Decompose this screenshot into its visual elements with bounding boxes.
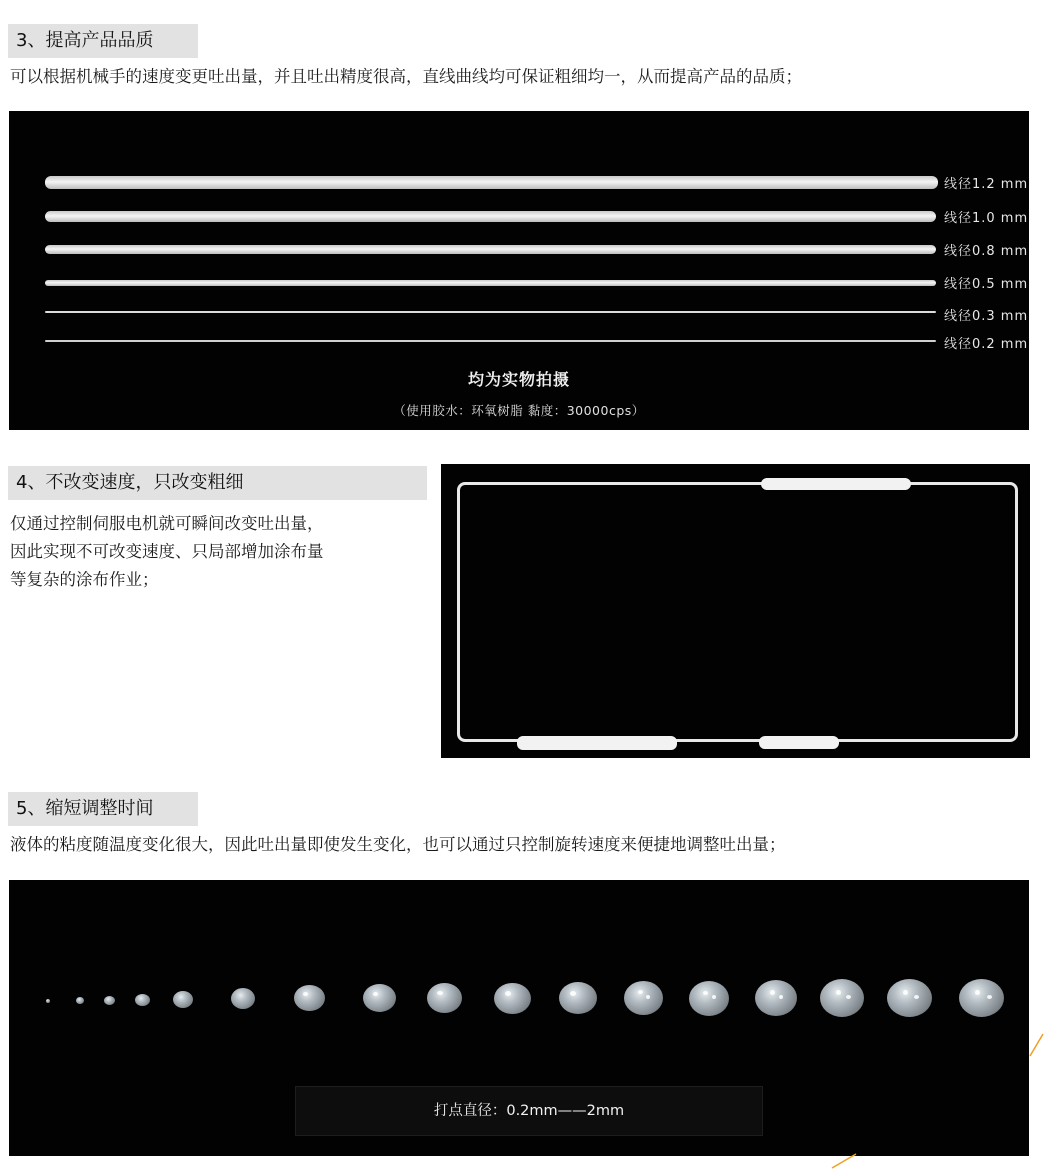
photo-caption: 均为实物拍摄 xyxy=(467,370,570,389)
line-0-8mm xyxy=(45,245,936,254)
dispensed-dot xyxy=(959,979,1004,1017)
line-0-3mm xyxy=(45,311,936,313)
dispensed-bead-frame xyxy=(457,482,1018,742)
line-0-2mm xyxy=(45,340,936,342)
line-label: 线径0.8 mm xyxy=(944,244,1029,259)
dot-diameter-caption: 打点直径：0.2mm——2mm xyxy=(433,1103,625,1119)
section-5-description: 液体的粘度随温度变化很大，因此吐出量即使发生变化，也可以通过只控制旋转速度来便捷地调整吐出量； xyxy=(10,835,786,854)
dispensed-dot xyxy=(820,979,864,1017)
line-label: 线径0.5 mm xyxy=(944,277,1029,292)
line-1-2mm xyxy=(45,176,938,189)
dispensed-dot xyxy=(689,981,729,1016)
dispensed-dot xyxy=(363,984,396,1012)
dispensed-dot xyxy=(135,994,150,1006)
line-label: 线径1.0 mm xyxy=(944,211,1029,226)
dot-size-photo xyxy=(9,880,1029,1156)
dispensed-dot xyxy=(231,988,255,1009)
line-diameter-photo xyxy=(9,111,1029,430)
section-4-description xyxy=(10,510,430,594)
dispensed-dot xyxy=(427,983,462,1013)
description-line: 等复杂的涂布作业； xyxy=(10,570,159,589)
section-3-heading: 3、提高产品品质 xyxy=(8,24,198,58)
thick-bead-segment xyxy=(759,736,839,749)
accent-stroke xyxy=(1028,1030,1044,1060)
description-line: 因此实现不可改变速度、只局部增加涂布量 xyxy=(10,542,324,561)
description-line: 仅通过控制伺服电机就可瞬间改变吐出量， xyxy=(10,514,324,533)
variable-thickness-photo xyxy=(441,464,1030,758)
dispensed-dot xyxy=(294,985,325,1011)
dispensed-dot xyxy=(494,983,531,1014)
dispensed-dot xyxy=(887,979,932,1017)
line-label: 线径0.2 mm xyxy=(944,337,1029,352)
dispensed-dot xyxy=(755,980,797,1016)
section-4-heading: 4、不改变速度，只改变粗细 xyxy=(8,466,427,500)
section-5-heading: 5、缩短调整时间 xyxy=(8,792,198,826)
dispensed-dot xyxy=(559,982,597,1014)
thick-bead-segment xyxy=(761,478,911,490)
line-1-0mm xyxy=(45,211,936,222)
dispensed-dot xyxy=(46,999,50,1003)
photo-subcaption: （使用胶水：环氧树脂 黏度：30000cps） xyxy=(393,403,645,418)
dispensed-dot xyxy=(624,981,663,1015)
dispensed-dot xyxy=(173,991,193,1008)
line-0-5mm xyxy=(45,280,936,286)
dispensed-dot xyxy=(76,997,84,1004)
line-label: 线径1.2 mm xyxy=(944,177,1029,192)
dispensed-dot xyxy=(104,996,115,1005)
accent-stroke xyxy=(830,1150,860,1169)
section-3-description: 可以根据机械手的速度变更吐出量，并且吐出精度很高，直线曲线均可保证粗细均一，从而提高产品的品质； xyxy=(10,67,802,86)
thick-bead-segment xyxy=(517,736,677,750)
line-label: 线径0.3 mm xyxy=(944,309,1029,324)
